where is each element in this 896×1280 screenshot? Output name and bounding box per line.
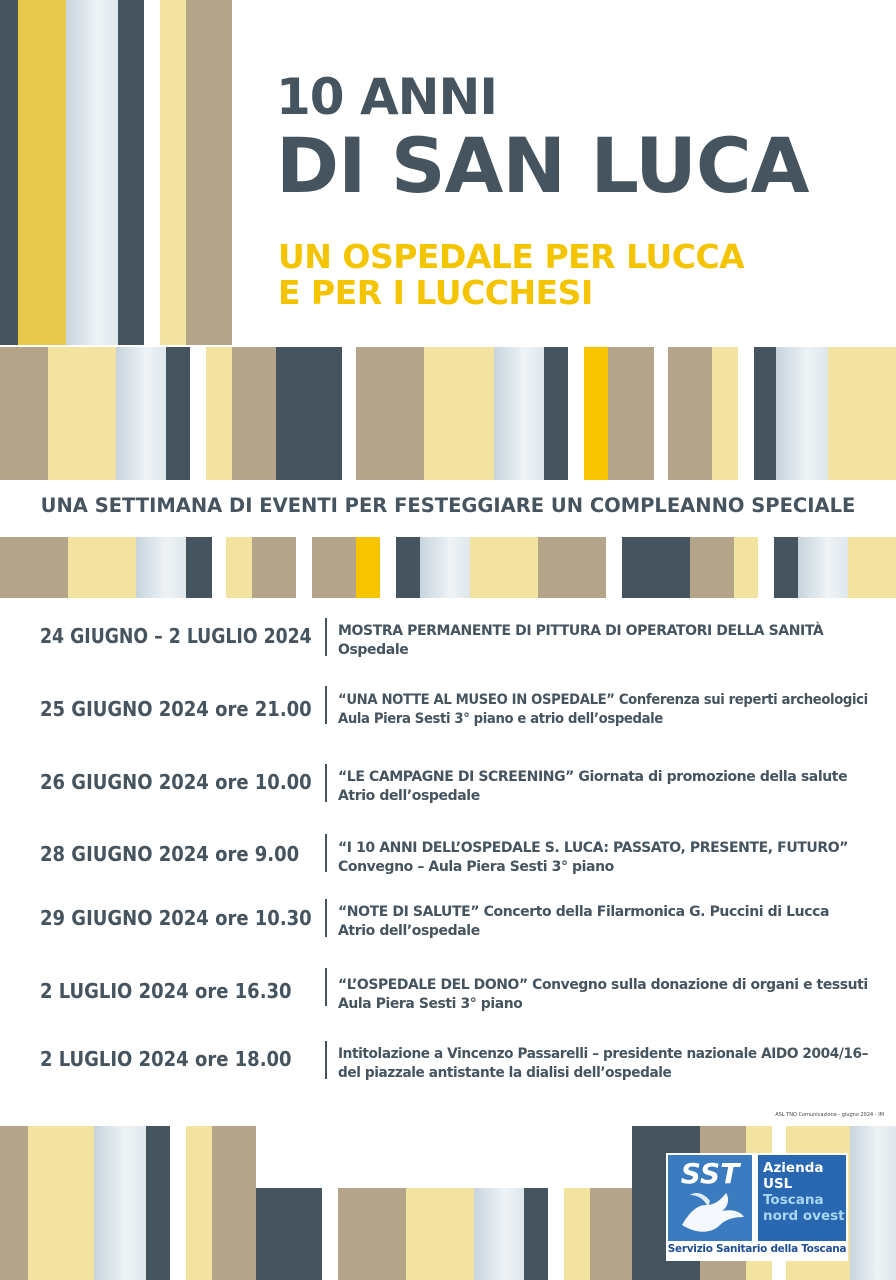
event-location: Atrio dell’ospedale bbox=[338, 788, 480, 804]
logo-line-toscana: Toscana bbox=[763, 1192, 824, 1208]
event-description bbox=[338, 839, 848, 877]
event-location: del piazzale antistante la dialisi dell’ospedale bbox=[338, 1065, 672, 1081]
tagline: UNA SETTIMANA DI EVENTI PER FESTEGGIARE UN COMPLEANNO SPECIALE bbox=[40, 494, 856, 517]
sst-logo-text: SST bbox=[680, 1157, 740, 1190]
event-divider bbox=[325, 899, 327, 937]
event-location: Ospedale bbox=[338, 642, 409, 658]
event-description bbox=[338, 976, 871, 1014]
sst-logo-block bbox=[668, 1155, 752, 1241]
event-title: “UNA NOTTE AL MUSEO IN OSPEDALE” Conferenza sui reperti archeologici bbox=[338, 692, 868, 708]
pegasus-icon bbox=[668, 1155, 752, 1241]
event-title: “NOTE DI SALUTE” Concerto della Filarmonica G. Puccini di Lucca bbox=[338, 904, 830, 920]
azienda-usl-text bbox=[763, 1160, 845, 1224]
middle-stripes-band bbox=[0, 347, 896, 480]
usl-logo bbox=[666, 1153, 848, 1261]
event-location: Atrio dell’ospedale bbox=[338, 923, 480, 939]
event-title: “LE CAMPAGNE DI SCREENING” Giornata di promozione della salute bbox=[338, 769, 848, 785]
event-location: Aula Piera Sesti 3° piano e atrio dell’ospedale bbox=[338, 711, 663, 727]
title-line-2: DI SAN LUCA bbox=[276, 121, 809, 210]
logo-line-usl: USL bbox=[763, 1176, 793, 1192]
logo-line-azienda: Azienda bbox=[763, 1160, 824, 1176]
event-description bbox=[338, 691, 896, 729]
credit-line: ASL TNO Comunicazione - giugno 2024 - IM bbox=[775, 1112, 884, 1118]
event-date: 25 GIUGNO 2024 ore 21.00 bbox=[40, 697, 312, 721]
logo-footer-text: Servizio Sanitario della Toscana bbox=[667, 1243, 847, 1255]
event-title: Intitolazione a Vincenzo Passarelli – presidente nazionale AIDO 2004/16– bbox=[338, 1046, 869, 1062]
event-title: “L’OSPEDALE DEL DONO” Convegno sulla donazione di organi e tessuti bbox=[338, 977, 868, 993]
event-description bbox=[338, 1045, 882, 1083]
subtitle-line-2: E PER I LUCCHESI bbox=[278, 273, 593, 312]
logo-line-nord-ovest: nord ovest bbox=[763, 1208, 845, 1224]
event-divider bbox=[325, 764, 327, 802]
lower-stripes-band bbox=[0, 537, 896, 598]
event-date: 2 LUGLIO 2024 ore 18.00 bbox=[40, 1047, 292, 1071]
event-divider bbox=[325, 1041, 327, 1079]
event-description bbox=[338, 903, 829, 941]
event-date: 2 LUGLIO 2024 ore 16.30 bbox=[40, 979, 292, 1003]
event-divider bbox=[325, 686, 327, 724]
event-location: Convegno – Aula Piera Sesti 3° piano bbox=[338, 859, 614, 875]
top-left-stripes bbox=[0, 0, 232, 345]
event-date: 28 GIUGNO 2024 ore 9.00 bbox=[40, 842, 300, 866]
event-divider bbox=[325, 618, 327, 656]
event-title: “I 10 ANNI DELL’OSPEDALE S. LUCA: PASSATO, PRESENTE, FUTURO” bbox=[338, 840, 849, 856]
event-divider bbox=[325, 968, 327, 1006]
event-description bbox=[338, 622, 823, 660]
event-divider bbox=[325, 834, 327, 872]
subtitle-line-1: UN OSPEDALE PER LUCCA bbox=[278, 237, 745, 276]
title-line-1: 10 ANNI bbox=[276, 68, 497, 126]
event-description bbox=[338, 768, 847, 806]
azienda-usl-block bbox=[758, 1155, 846, 1241]
event-date: 29 GIUGNO 2024 ore 10.30 bbox=[40, 906, 312, 930]
event-location: Aula Piera Sesti 3° piano bbox=[338, 996, 523, 1012]
event-title: MOSTRA PERMANENTE DI PITTURA DI OPERATORI DELLA SANITÀ bbox=[338, 623, 824, 639]
event-date: 26 GIUGNO 2024 ore 10.00 bbox=[40, 770, 312, 794]
event-date: 24 GIUGNO – 2 LUGLIO 2024 bbox=[40, 624, 312, 648]
